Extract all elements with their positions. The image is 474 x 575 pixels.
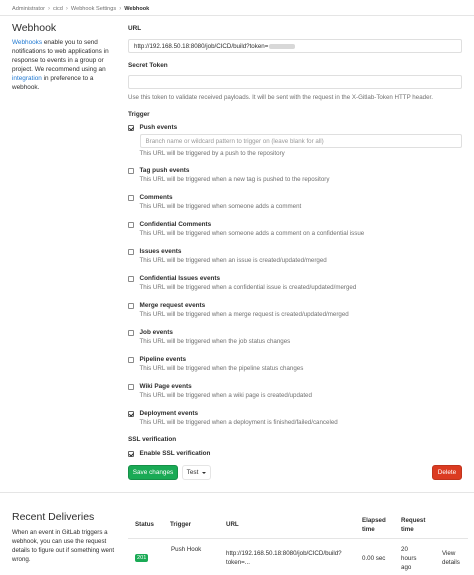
trigger-confidential-issues-events	[128, 275, 462, 291]
trigger-desc: This URL will be triggered when a confidential issue is created/updated/merged	[139, 284, 357, 291]
trigger-desc: This URL will be triggered when a wiki page is created/updated	[139, 392, 312, 399]
url-input[interactable]	[128, 39, 462, 53]
trigger-name: Job events	[139, 329, 173, 336]
description-text-2: in preference to a webhook.	[12, 75, 94, 91]
checkbox-job-events[interactable]	[128, 330, 134, 336]
trigger-push-events	[128, 124, 462, 157]
chevron-right-icon: ›	[47, 6, 50, 12]
header-trigger: Trigger	[170, 521, 191, 528]
trigger-desc: This URL will be triggered when someone adds a comment on a confidential issue	[139, 230, 365, 237]
trigger-name: Issues events	[139, 248, 182, 255]
checkbox-wiki-page-events[interactable]	[128, 384, 134, 390]
url-label: URL	[128, 25, 142, 32]
trigger-desc: This URL will be triggered by a push to the repository	[139, 150, 285, 157]
trigger-tag-push-events	[128, 167, 462, 183]
trigger-name: Merge request events	[139, 302, 206, 309]
secret-token-input[interactable]	[128, 75, 462, 89]
secret-token-label: Secret Token	[128, 62, 168, 69]
trigger-name: Deployment events	[139, 410, 199, 417]
trigger-comments	[128, 194, 462, 210]
branch-filter-placeholder: Branch name or wildcard pattern to trigger on (leave blank for all)	[145, 137, 324, 145]
trigger-name: Comments	[139, 194, 173, 201]
checkbox-tag-push-events[interactable]	[128, 168, 134, 174]
checkbox-issues-events[interactable]	[128, 249, 134, 255]
ssl-option-label: Enable SSL verification	[139, 450, 211, 457]
webhook-description	[12, 38, 117, 92]
header-url: URL	[226, 521, 239, 528]
header-request-time: Request time	[401, 517, 426, 533]
trigger-pipeline-events	[128, 356, 462, 372]
row-trigger: Push Hook	[171, 546, 202, 553]
trigger-desc: This URL will be triggered when a merge request is created/updated/merged	[139, 311, 349, 318]
trigger-desc: This URL will be triggered when an issue is created/updated/merged	[139, 257, 327, 264]
breadcrumb-cicd[interactable]: cicd	[52, 6, 63, 12]
checkbox-merge-request-events[interactable]	[128, 303, 134, 309]
trigger-issues-events	[128, 248, 462, 264]
trigger-desc: This URL will be triggered when the pipeline status changes	[139, 365, 304, 372]
table-header-divider	[128, 538, 468, 539]
sidebar-description	[12, 22, 117, 92]
view-details-link[interactable]: View details	[442, 550, 460, 566]
description-text-1: enable you to send notifications to web applications in response to events in a group or project. We recommend using an	[12, 39, 109, 73]
test-label: Test	[186, 469, 199, 476]
chevron-right-icon: ›	[65, 6, 68, 12]
trigger-name: Confidential Comments	[139, 221, 212, 228]
trigger-name: Wiki Page events	[139, 383, 192, 390]
checkbox-deployment-events[interactable]	[128, 411, 134, 417]
checkbox-confidential-comments[interactable]	[128, 222, 134, 228]
trigger-desc: This URL will be triggered when a new tag is pushed to the repository	[139, 176, 330, 183]
recent-deliveries-help: When an event in GitLab triggers a webhook, you can use the request details to figure out if something went wrong.	[12, 529, 115, 563]
webhooks-link[interactable]: Webhooks	[12, 39, 43, 46]
page-title: Webhook	[12, 22, 57, 34]
trigger-wiki-page-events	[128, 383, 462, 399]
chevron-right-icon: ›	[119, 6, 122, 12]
trigger-merge-request-events	[128, 302, 462, 318]
checkbox-enable-ssl[interactable]	[128, 451, 134, 457]
ssl-verification-option	[128, 450, 462, 457]
save-label: Save changes	[132, 469, 174, 476]
trigger-name: Push events	[139, 124, 178, 131]
redacted-token	[269, 44, 295, 49]
row-url: http://192.168.50.18:8080/job/CICD/build?token=...	[226, 550, 342, 566]
breadcrumb	[12, 4, 149, 14]
row-elapsed: 0.00 sec	[362, 555, 386, 562]
trigger-job-events	[128, 329, 462, 345]
header-elapsed-time: Elapsed time	[362, 517, 386, 533]
trigger-name: Tag push events	[139, 167, 190, 174]
breadcrumb-administrator[interactable]: Administrator	[12, 6, 45, 12]
breadcrumb-webhook-settings[interactable]: Webhook Settings	[70, 6, 117, 12]
status-badge: 201	[137, 555, 147, 561]
section-divider	[0, 492, 474, 493]
url-value: http://192.168.50.18:8080/job/CICD/build?token=	[134, 42, 269, 50]
trigger-name: Pipeline events	[139, 356, 187, 363]
header-status: Status	[135, 521, 154, 528]
trigger-desc: This URL will be triggered when someone adds a comment	[139, 203, 302, 210]
header-divider	[0, 15, 474, 16]
breadcrumb-current[interactable]: Webhook	[124, 6, 150, 12]
caret-down-icon	[202, 472, 206, 474]
checkbox-pipeline-events[interactable]	[128, 357, 134, 363]
delete-button[interactable]	[432, 465, 462, 480]
trigger-name: Confidential Issues events	[139, 275, 221, 282]
row-request-time: 20 hours ago	[401, 546, 417, 571]
branch-filter-input[interactable]	[140, 134, 462, 148]
trigger-deployment-events	[128, 410, 462, 426]
checkbox-push-events[interactable]	[128, 125, 134, 131]
trigger-desc: This URL will be triggered when a deployment is finished/failed/canceled	[139, 419, 338, 426]
recent-deliveries-title: Recent Deliveries	[12, 511, 95, 523]
trigger-confidential-comments	[128, 221, 462, 237]
checkbox-comments[interactable]	[128, 195, 134, 201]
delete-label: Delete	[437, 469, 457, 476]
ssl-verification-label: SSL verification	[128, 436, 177, 443]
save-changes-button[interactable]	[128, 465, 178, 480]
integration-link[interactable]: integration	[12, 75, 42, 82]
trigger-label: Trigger	[128, 111, 150, 118]
secret-token-help: Use this token to validate received payloads. It will be sent with the request in the X-Gitlab-Token HTTP header.	[128, 94, 433, 101]
trigger-desc: This URL will be triggered when the job status changes	[139, 338, 291, 345]
checkbox-confidential-issues-events[interactable]	[128, 276, 134, 282]
test-dropdown-button[interactable]	[182, 465, 211, 480]
